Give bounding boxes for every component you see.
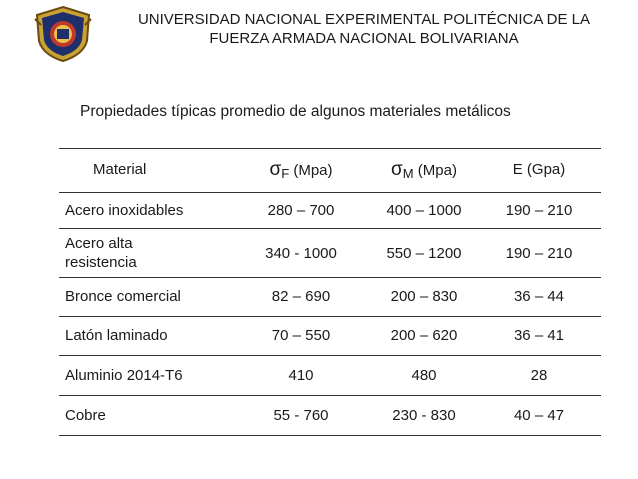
header-ultimate-subscript: M — [402, 166, 414, 181]
header-ultimate-strength — [370, 160, 478, 183]
table-cell-modulus: 28 — [530, 367, 548, 384]
university-header — [100, 10, 628, 48]
university-emblem-icon — [33, 5, 93, 63]
table-cell-ultimate: 480 — [411, 367, 437, 384]
material-line-1: Acero alta — [65, 235, 133, 252]
table-cell-ultimate: 400 – 1000 — [386, 202, 462, 219]
sigma-symbol: σ — [269, 159, 282, 180]
header-line-2: FUERZA ARMADA NACIONAL BOLIVARIANA — [209, 30, 519, 47]
table-cell-material: Bronce comercial — [65, 288, 181, 305]
table-cell-modulus: 40 – 47 — [513, 407, 565, 424]
table-cell-ultimate: 550 – 1200 — [386, 245, 462, 262]
table-rule — [59, 395, 601, 396]
table-cell-yield: 340 - 1000 — [265, 245, 337, 262]
sigma-symbol: σ — [391, 159, 403, 180]
table-cell-ultimate: 200 – 620 — [390, 327, 458, 344]
table-rule — [59, 192, 601, 193]
table-cell-yield: 410 — [288, 367, 314, 384]
header-material: Material — [93, 161, 147, 178]
table-rule — [59, 435, 601, 436]
header-ultimate-unit: (Mpa) — [417, 162, 457, 179]
table-cell-material: Latón laminado — [65, 327, 168, 344]
table-cell-modulus: 36 – 41 — [513, 327, 565, 344]
header-yield-subscript: F — [281, 166, 290, 181]
header-yield-strength — [236, 160, 366, 183]
table-cell-material — [65, 234, 137, 272]
table-cell-modulus: 36 – 44 — [513, 288, 565, 305]
header-line-1: UNIVERSIDAD NACIONAL EXPERIMENTAL POLITÉCNICA DE LA — [137, 11, 591, 28]
table-cell-material: Aluminio 2014-T6 — [65, 367, 183, 384]
table-cell-material: Acero inoxidables — [65, 202, 184, 219]
table-cell-material: Cobre — [65, 407, 106, 424]
table-cell-yield: 70 – 550 — [271, 327, 331, 344]
table-rule — [59, 316, 601, 317]
table-cell-modulus: 190 – 210 — [505, 245, 573, 262]
table-rule — [59, 277, 601, 278]
header-yield-unit: (Mpa) — [293, 162, 333, 179]
table-cell-yield: 55 - 760 — [273, 407, 329, 424]
table-cell-yield: 280 – 700 — [267, 202, 335, 219]
table-cell-ultimate: 230 - 830 — [392, 407, 456, 424]
header-modulus: E (Gpa) — [512, 161, 566, 178]
material-line-2: resistencia — [65, 254, 137, 271]
table-cell-modulus: 190 – 210 — [505, 202, 573, 219]
table-cell-ultimate: 200 – 830 — [390, 288, 458, 305]
table-title: Propiedades típicas promedio de algunos materiales metálicos — [80, 103, 511, 120]
table-rule — [59, 148, 601, 149]
table-rule — [59, 355, 601, 356]
table-cell-yield: 82 – 690 — [271, 288, 331, 305]
table-rule — [59, 228, 601, 229]
